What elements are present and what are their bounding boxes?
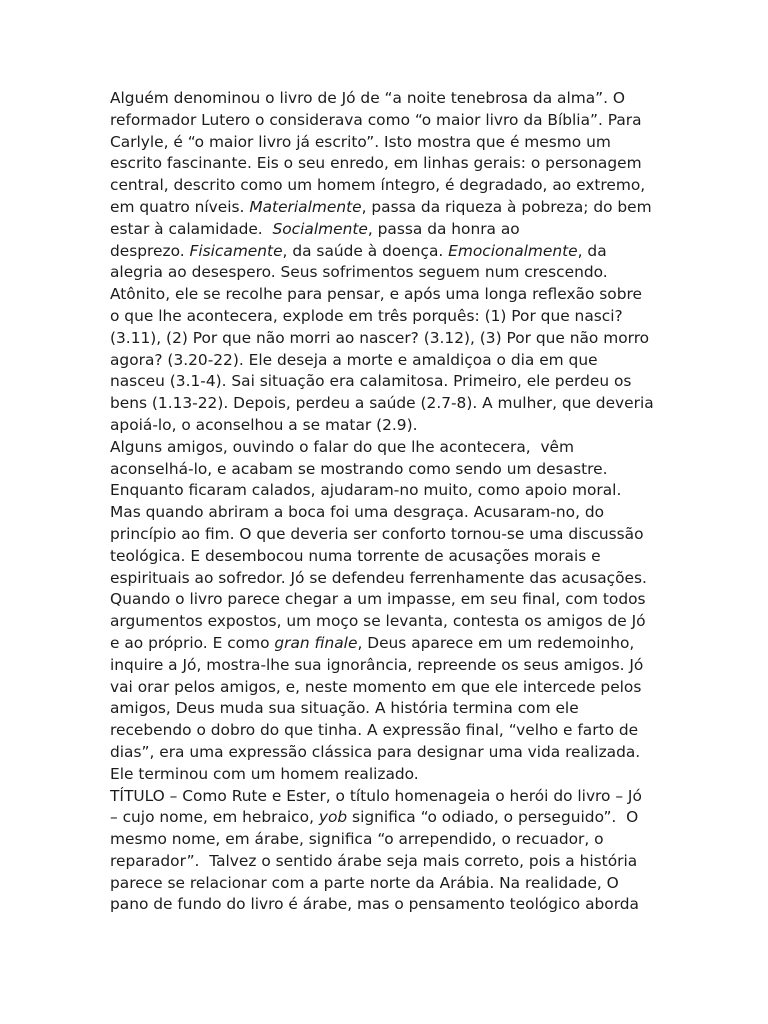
italic-text: Fisicamente — [189, 241, 283, 260]
text-line — [110, 633, 670, 655]
text-line — [110, 175, 670, 197]
italic-text: Emocionalmente — [448, 241, 578, 260]
text-run: estar à calamidade. — [110, 219, 273, 238]
text-line — [110, 88, 670, 110]
text-run: (3.11), (2) Por que não morri ao nascer? (3.12), (3) Por que não morro — [110, 328, 650, 347]
text-line — [110, 829, 670, 851]
text-line — [110, 241, 670, 263]
text-line — [110, 132, 670, 154]
text-line — [110, 611, 670, 633]
text-run: TÍTULO – Como Rute e Ester, o título homenageia o herói do livro – Jó — [110, 786, 642, 805]
text-line — [110, 720, 670, 742]
text-run: Enquanto ficaram calados, ajudaram-no muito, como apoio moral. — [110, 481, 622, 500]
text-run: reformador Lutero o considerava como “o maior livro da Bíblia”. Para — [110, 110, 642, 129]
text-run: apoiá-lo, o aconselhou a se matar (2.9). — [110, 415, 418, 434]
text-line — [110, 502, 670, 524]
text-run: o que lhe acontecera, explode em três porquês: (1) Por que nasci? — [110, 306, 623, 325]
text-line — [110, 698, 670, 720]
text-run: central, descrito como um homem íntegro, é degradado, ao extremo, — [110, 176, 646, 195]
text-line — [110, 415, 670, 437]
text-run: , passa da honra ao — [367, 219, 520, 238]
text-line — [110, 371, 670, 393]
text-run: Mas quando abriram a boca foi uma desgraça. Acusaram-no, do — [110, 503, 605, 522]
text-run: Alguns amigos, ouvindo o falar do que lhe acontecera, vêm — [110, 437, 575, 456]
text-run: alegria ao desespero. Seus sofrimentos seguem num crescendo. — [110, 263, 608, 282]
text-run: princípio ao fim. O que deveria ser conforto tornou-se uma discussão — [110, 524, 644, 543]
text-run: desprezo. — [110, 241, 190, 260]
text-run: pano de fundo do livro é árabe, mas o pensamento teológico aborda — [110, 895, 639, 914]
text-run: recebendo o dobro do que tinha. A expressão final, “velho e farto de — [110, 721, 639, 740]
text-line — [110, 110, 670, 132]
text-run: , da — [577, 241, 607, 260]
italic-text: Materialmente — [249, 197, 362, 216]
text-run: – cujo nome, em hebraico, — [110, 808, 319, 827]
text-run: espirituais ao sofredor. Jó se defendeu ferrenhamente das acusações. — [110, 568, 647, 587]
text-run: argumentos expostos, um moço se levanta, contesta os amigos de Jó — [110, 612, 646, 631]
text-run: escrito fascinante. Eis o seu enredo, em linhas gerais: o personagem — [110, 154, 642, 173]
text-line — [110, 786, 670, 808]
text-line — [110, 894, 670, 916]
text-run: em quatro níveis. — [110, 197, 250, 216]
text-run: agora? (3.20-22). Ele deseja a morte e amaldiçoa o dia em que — [110, 350, 598, 369]
text-run: Alguém denominou o livro de Jó de “a noite tenebrosa da alma”. O — [110, 89, 626, 107]
text-line — [110, 655, 670, 677]
text-run: amigos, Deus muda sua situação. A história termina com ele — [110, 699, 579, 718]
text-line — [110, 393, 670, 415]
text-line — [110, 328, 670, 350]
text-run: Atônito, ele se recolhe para pensar, e após uma longa reflexão sobre — [110, 285, 642, 304]
text-line — [110, 807, 670, 829]
text-line — [110, 153, 670, 175]
text-run: mesmo nome, em árabe, significa “o arrependido, o recuador, o — [110, 830, 604, 849]
text-run: Ele terminou com um homem realizado. — [110, 764, 419, 783]
text-line — [110, 546, 670, 568]
text-run: parece se relacionar com a parte norte da Arábia. Na realidade, O — [110, 873, 619, 892]
text-line — [110, 764, 670, 786]
text-run: , Deus aparece em um redemoinho, — [357, 633, 635, 652]
text-run: Carlyle, é “o maior livro já escrito”. Isto mostra que é mesmo um — [110, 132, 611, 151]
text-line — [110, 568, 670, 590]
text-run: inquire a Jó, mostra-lhe sua ignorância, repreende os seus amigos. Jó — [110, 655, 644, 674]
text-run: aconselhá-lo, e acabam se mostrando como sendo um desastre. — [110, 459, 608, 478]
text-run: significa “o odiado, o perseguido”. O — [347, 808, 639, 827]
text-line — [110, 459, 670, 481]
text-line — [110, 524, 670, 546]
text-run: teológica. E desembocou numa torrente de acusações morais e — [110, 546, 601, 565]
text-run: vai orar pelos amigos, e, neste momento em que ele intercede pelos — [110, 677, 642, 696]
text-run: reparador”. Talvez o sentido árabe seja mais correto, pois a história — [110, 851, 638, 870]
text-run: nasceu (3.1-4). Sai situação era calamitosa. Primeiro, ele perdeu os — [110, 372, 632, 391]
italic-text: Socialmente — [272, 219, 368, 238]
text-run: Quando o livro parece chegar a um impasse, em seu final, com todos — [110, 590, 646, 609]
text-line — [110, 589, 670, 611]
text-line — [110, 306, 670, 328]
text-line — [110, 677, 670, 699]
italic-text: yob — [318, 808, 348, 827]
text-run: e ao próprio. E como — [110, 633, 275, 652]
text-line — [110, 437, 670, 459]
text-run: bens (1.13-22). Depois, perdeu a saúde (2.7-8). A mulher, que deveria — [110, 394, 654, 413]
text-run: dias”, era uma expressão clássica para designar uma vida realizada. — [110, 742, 641, 761]
text-line — [110, 873, 670, 895]
text-line — [110, 851, 670, 873]
body-text — [110, 88, 670, 916]
text-line — [110, 262, 670, 284]
text-line — [110, 219, 670, 241]
text-run: , da saúde à doença. — [282, 241, 449, 260]
text-run: , passa da riqueza à pobreza; do bem — [361, 197, 652, 216]
text-line — [110, 197, 670, 219]
text-line — [110, 284, 670, 306]
text-line — [110, 742, 670, 764]
text-line — [110, 480, 670, 502]
text-line — [110, 350, 670, 372]
italic-text: gran finale — [274, 633, 358, 652]
